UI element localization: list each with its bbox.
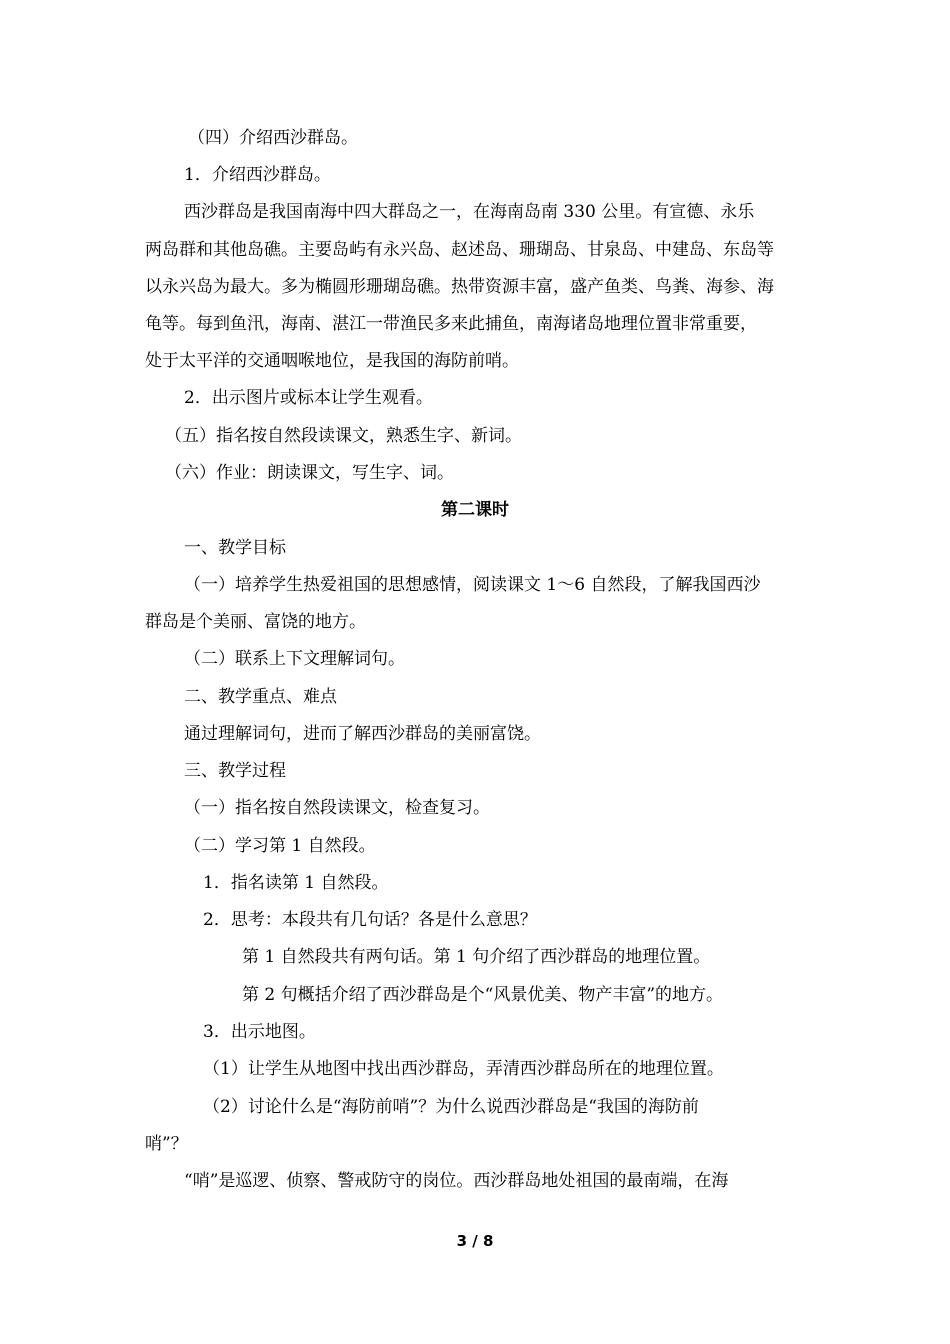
sub-item-2: 2．思考：本段共有几句话？各是什么意思？	[203, 910, 537, 930]
key-points-text: 通过理解词句，进而了解西沙群岛的美丽富饶。	[184, 724, 541, 744]
goal-two: （二）联系上下文理解词句。	[184, 649, 405, 669]
answer-line: 第 1 自然段共有两句话。第 1 句介绍了西沙群岛的地理位置。	[242, 947, 711, 967]
process-title: 三、教学过程	[184, 761, 286, 781]
paragraph-line: 处于太平洋的交通咽喉地位，是我国的海防前哨。	[145, 351, 519, 371]
item-2-show: 2．出示图片或标本让学生观看。	[184, 388, 433, 408]
sub-item-3: 3．出示地图。	[203, 1022, 316, 1042]
lesson-heading: 第二课时	[441, 500, 509, 520]
process-step-two: （二）学习第 1 自然段。	[184, 836, 376, 856]
map-task-1: （1）让学生从地图中找出西沙群岛，弄清西沙群岛所在的地理位置。	[203, 1059, 724, 1079]
page-number: 3 / 8	[456, 1232, 494, 1250]
goal-one-line: 群岛是个美丽、富饶的地方。	[145, 612, 366, 632]
sub-item-1: 1．指名读第 1 自然段。	[203, 873, 389, 893]
goal-one-line: （一）培养学生热爱祖国的思想感情，阅读课文 1～6 自然段，了解我国西沙	[184, 575, 761, 595]
section-four-title: （四）介绍西沙群岛。	[188, 128, 358, 148]
map-task-2-cont: 哨”？	[145, 1134, 188, 1154]
teaching-goals-title: 一、教学目标	[184, 538, 286, 558]
section-five-title: （五）指名按自然段读课文，熟悉生字、新词。	[165, 426, 522, 446]
paragraph-line: 两岛群和其他岛礁。主要岛屿有永兴岛、赵述岛、珊瑚岛、甘泉岛、中建岛、东岛等	[145, 240, 774, 260]
paragraph-line: 西沙群岛是我国南海中四大群岛之一，在海南岛南 330 公里。有宣德、永乐	[184, 202, 755, 222]
section-six-title: （六）作业：朗读课文，写生字、词。	[165, 463, 454, 483]
key-points-title: 二、教学重点、难点	[184, 687, 337, 707]
process-step-one: （一）指名按自然段读课文，检查复习。	[184, 798, 490, 818]
paragraph-line: 龟等。每到鱼汛，海南、湛江一带渔民多来此捕鱼，南海诸岛地理位置非常重要，	[145, 314, 757, 334]
explanation-line: “哨”是巡逻、侦察、警戒防守的岗位。西沙群岛地处祖国的最南端，在海	[184, 1171, 729, 1191]
map-task-2: （2）讨论什么是“海防前哨”？为什么说西沙群岛是“我国的海防前	[203, 1097, 699, 1117]
answer-line: 第 2 句概括介绍了西沙群岛是个“风景优美、物产丰富”的地方。	[242, 985, 724, 1005]
paragraph-line: 以永兴岛为最大。多为椭圆形珊瑚岛礁。热带资源丰富，盛产鱼类、鸟粪、海参、海	[145, 277, 774, 297]
item-1-intro: 1．介绍西沙群岛。	[184, 165, 331, 185]
